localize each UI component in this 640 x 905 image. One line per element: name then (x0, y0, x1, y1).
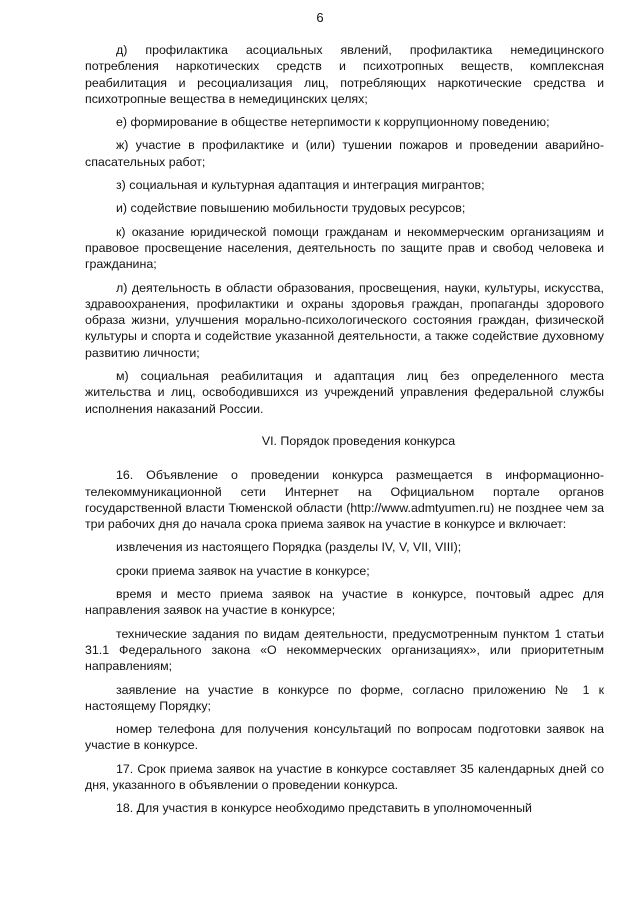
paragraph-18: 18. Для участия в конкурсе необходимо представить в уполномоченный (116, 801, 532, 816)
list-item-m: м) социальная реабилитация и адаптация лиц без определенного места жительства и лиц, освободившихся из учреждений управления федеральной службы исполнения наказаний России. (85, 369, 604, 416)
announcement-item-phone: номер телефона для получения консультаций по вопросам подготовки заявок на участие в конкурсе. (85, 722, 604, 753)
list-item-z: з) социальная и культурная адаптация и интеграция мигрантов; (116, 178, 485, 193)
list-item-d: д) профилактика асоциальных явлений, профилактика немедицинского потребления наркотических средств и психотропных веществ, комплексная реабилитация и ресоциализация лиц, потребляющих наркотические средства и психотропные вещества в немедицинских целях; (85, 43, 604, 106)
announcement-item-time-place: время и место приема заявок на участие в конкурсе, почтовый адрес для направления заявок на участие в конкурсе; (85, 587, 604, 618)
document-body (85, 42, 604, 817)
list-item-l: л) деятельность в области образования, просвещения, науки, культуры, искусства, здравоохранения, профилактики и охраны здоровья граждан, пропаганды здорового образа жизни, улучшения морально-психологического состояния граждан, физической культуры и спорта и содействие указанной деятельности, а также содействие духовному развитию личности; (85, 280, 604, 360)
announcement-item-technical-tasks: технические задания по видам деятельности, предусмотренным пунктом 1 статьи 31.1 Федерального закона «О некоммерческих организациях», или приоритетным направлениям; (85, 626, 604, 674)
list-item-k: к) оказание юридической помощи гражданам и некоммерческим организациям и правовое просвещение населения, деятельность по защите прав и свобод человека и гражданина; (85, 224, 604, 272)
announcement-item-application-form: заявление на участие в конкурсе по форме, согласно приложению № 1 к настоящему Порядку; (85, 682, 604, 713)
page-number: 6 (316, 10, 324, 25)
list-item-zh: ж) участие в профилактике и (или) тушении пожаров и проведении аварийно-спасательных работ; (85, 138, 604, 169)
announcement-item-extracts: извлечения из настоящего Порядка (разделы IV, V, VII, VIII); (116, 540, 462, 555)
announcement-item-deadlines: сроки приема заявок на участие в конкурсе; (116, 563, 370, 578)
list-item-i: и) содействие повышению мобильности трудовых ресурсов; (116, 201, 466, 216)
list-item-e: е) формирование в обществе нетерпимости к коррупционному поведению; (116, 115, 550, 130)
paragraph-16: 16. Объявление о проведении конкурса размещается в информационно-телекоммуникационной сети Интернет на Официальном портале органов государственной власти Тюменской области (http://www.admtyumen.ru) не позднее чем за три рабочих дня до начала срока приема заявок на участие в конкурсе и включает: (85, 468, 604, 532)
paragraph-17: 17. Срок приема заявок на участие в конкурсе составляет 35 календарных дней со дня, указанного в объявлении о проведении конкурса. (85, 761, 604, 792)
section-heading: VI. Порядок проведения конкурса (261, 433, 456, 448)
